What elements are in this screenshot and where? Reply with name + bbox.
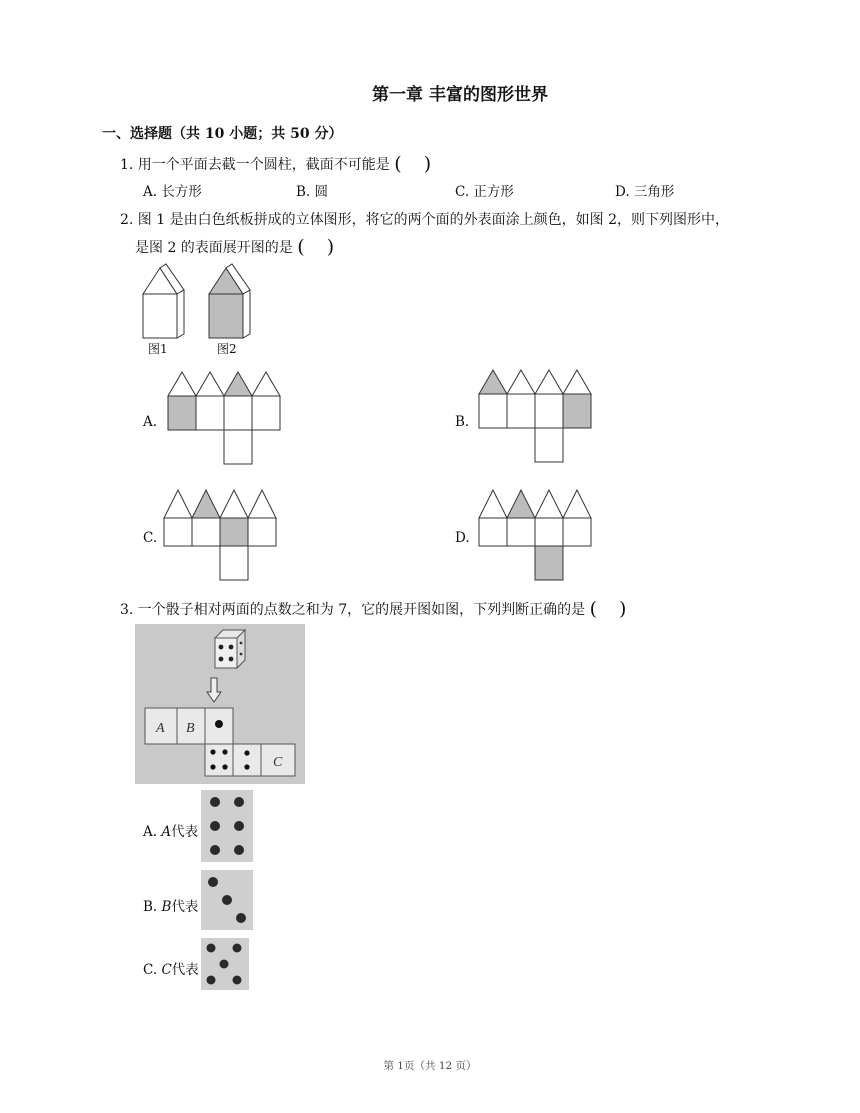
q2-option-a-label: A. — [143, 414, 158, 430]
section-heading: 一、选择题（共 10 小题；共 50 分） — [102, 126, 343, 142]
q3-option-c-dice-face-5[interactable] — [201, 938, 249, 990]
figure-2-label: 图2 — [217, 342, 237, 356]
dice-cube — [215, 630, 245, 668]
q1-option-d: D. 三角形 — [615, 184, 675, 200]
q1-option-b: B. 圆 — [296, 184, 329, 200]
dice-net-photo — [135, 624, 305, 784]
q3-option-c: C. C代表 — [143, 962, 199, 978]
answer-paren-close: ) — [423, 153, 432, 175]
question-3-stem: 3. 一个骰子相对两面的点数之和为 7，它的展开图如图，下列判断正确的是 ( ) — [120, 598, 627, 620]
q2-option-c-label: C. — [143, 530, 158, 546]
net-letter-a: A — [156, 721, 165, 736]
net-letter-c: C — [273, 755, 283, 770]
q2-option-b-net[interactable] — [473, 366, 598, 468]
figure-1-solid — [143, 264, 184, 338]
q1-option-c: C. 正方形 — [455, 184, 514, 200]
q2-option-a-net[interactable] — [160, 368, 285, 470]
q2-option-d-net[interactable] — [473, 484, 598, 586]
question-2-stem-line2: 是图 2 的表面展开图的是 ( ) — [135, 236, 335, 258]
figure-1-label: 图1 — [148, 342, 168, 356]
net-letter-b: B — [186, 721, 195, 736]
q3-option-b-dice-face-3[interactable] — [201, 870, 253, 930]
page-title: 第一章 丰富的图形世界 — [372, 85, 548, 105]
q1-option-a: A. 长方形 — [143, 184, 202, 200]
q3-option-a: A. A代表 — [143, 824, 199, 840]
answer-paren-open: ( — [394, 153, 402, 175]
question-1-stem: 1. 用一个平面去截一个圆柱，截面不可能是 ( ) — [120, 153, 432, 175]
q2-option-d-label: D. — [455, 530, 470, 546]
question-2-stem-line1: 2. 图 1 是由白色纸板拼成的立体图形，将它的两个面的外表面涂上颜色，如图 2，则下列图形中， — [120, 212, 729, 228]
figure-2-solid — [209, 264, 250, 338]
q2-option-b-label: B. — [455, 414, 470, 430]
q3-option-a-dice-face-6[interactable] — [201, 790, 253, 862]
page-footer: 第 1页（共 12 页） — [383, 1060, 477, 1072]
q2-option-c-net[interactable] — [158, 484, 283, 586]
q3-option-b: B. B代表 — [143, 899, 199, 915]
